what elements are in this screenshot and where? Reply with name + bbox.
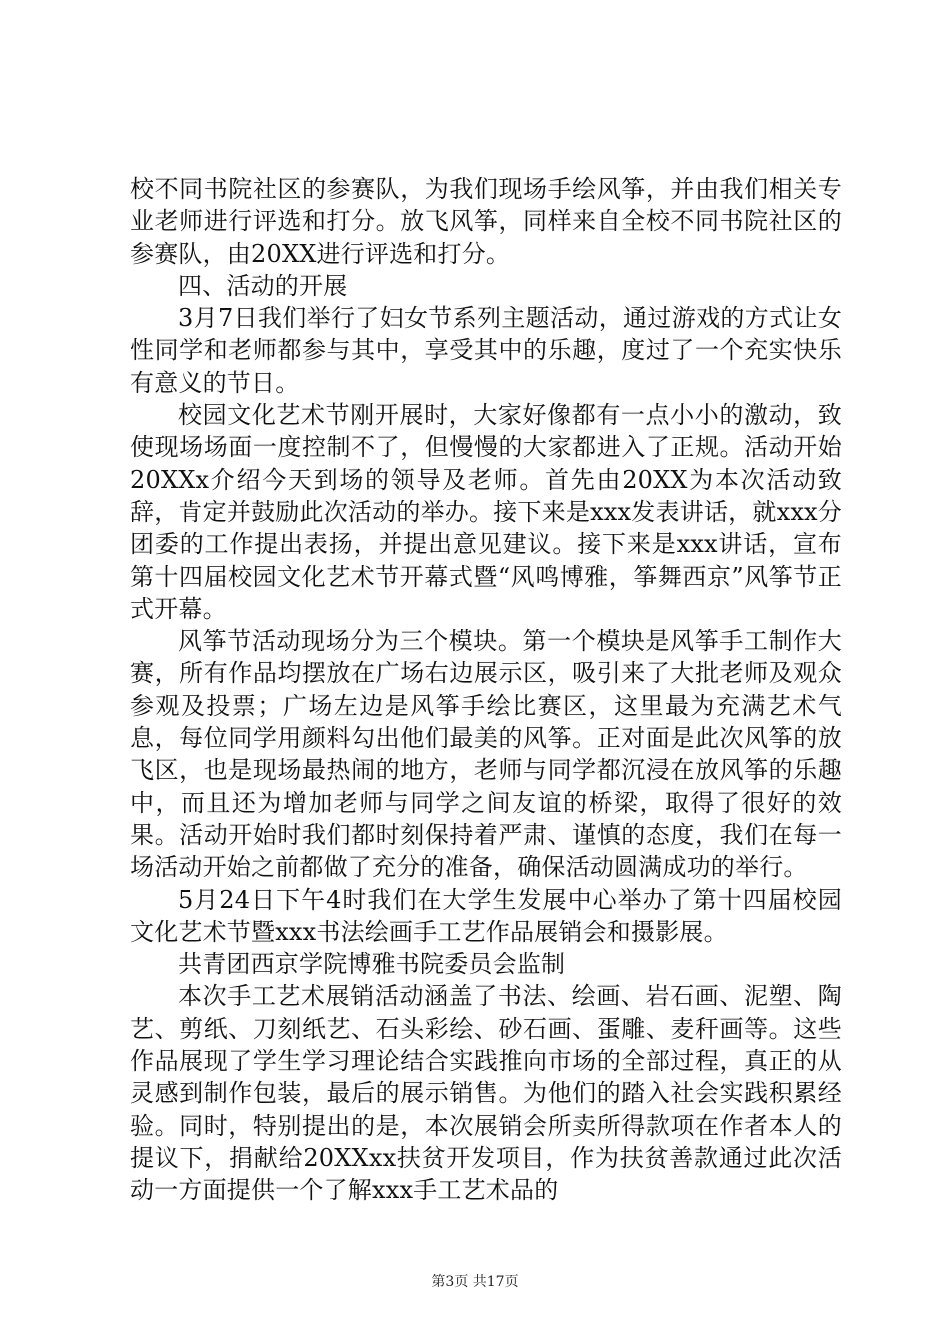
document-body <box>130 173 842 1207</box>
paragraph: 本次手工艺术展销活动涵盖了书法、绘画、岩石画、泥塑、陶艺、剪纸、刀刻纸艺、石头彩绘、砂石画、蛋雕、麦秆画等。这些作品展现了学生学习理论结合实践推向市场的全部过程，真正的从灵感到制作包装，最后的展示销售。为他们的踏入社会实践积累经验。同时，特别提出的是，本次展销会所卖所得款项在作者本人的提议下，捐献给20XXxx扶贫开发项目，作为扶贫善款通过此次活动一方面提供一个了解xxx手工艺术品的 <box>130 982 842 1205</box>
paragraph: 风筝节活动现场分为三个模块。第一个模块是风筝手工制作大赛，所有作品均摆放在广场右边展示区，吸引来了大批老师及观众参观及投票；广场左边是风筝手绘比赛区，这里最为充满艺术气息，每位同学用颜料勾出他们最美的风筝。正对面是此次风筝的放飞区，也是现场最热闹的地方，老师与同学都沉浸在放风筝的乐趣中，而且还为增加老师与同学之间友谊的桥梁，取得了很好的效果。活动开始时我们都时刻保持着严肃、谨慎的态度，我们在每一场活动开始之前都做了充分的准备，确保活动圆满成功的举行。 <box>130 627 842 882</box>
paragraph: 校园文化艺术节刚开展时，大家好像都有一点小小的激动，致使现场场面一度控制不了，但慢慢的大家都进入了正规。活动开始20XXx介绍今天到场的领导及老师。首先由20XX为本次活动致辞，肯定并鼓励此次活动的举办。接下来是xxx发表讲话，就xxx分团委的工作提出表扬，并提出意见建议。接下来是xxx讲话，宣布第十四届校园文化艺术节开幕式暨“风鸣博雅，筝舞西京”风筝节正式开幕。 <box>130 401 842 623</box>
paragraph: 3月7日我们举行了妇女节系列主题活动，通过游戏的方式让女性同学和老师都参与其中，享受其中的乐趣，度过了一个充实快乐有意义的节日。 <box>130 304 842 397</box>
paragraph: 共青团西京学院博雅书院委员会监制 <box>178 950 566 979</box>
section-heading: 四、活动的开展 <box>178 271 348 300</box>
paragraph: 5月24日下午4时我们在大学生发展中心举办了第十四届校园文化艺术节暨xxx书法绘画手工艺作品展销会和摄影展。 <box>130 885 842 946</box>
page-number-footer: 第3页 共17页 <box>431 1274 519 1290</box>
paragraph: 校不同书院社区的参赛队，为我们现场手绘风筝，并由我们相关专业老师进行评选和打分。放飞风筝，同样来自全校不同书院社区的参赛队，由20XX进行评选和打分。 <box>130 175 842 268</box>
